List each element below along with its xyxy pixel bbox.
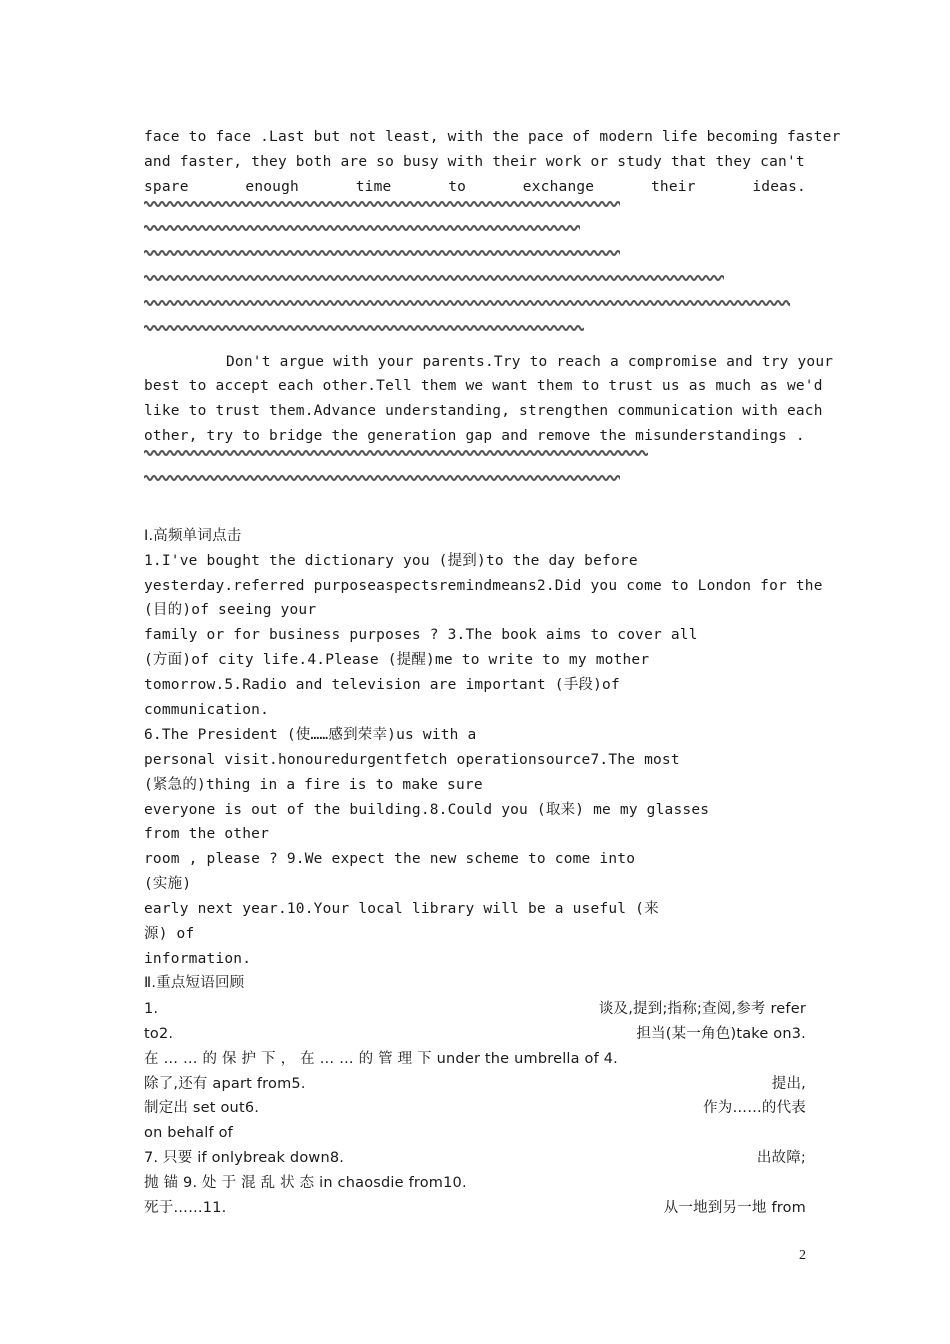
- exercise-line: tomorrow.5.Radio and television are important (手段)of: [144, 677, 620, 693]
- phrase-row: 在 … … 的 保 护 下 ， 在 … … 的 管 理 下 under the umbrella of 4.: [144, 1051, 618, 1067]
- exercise-line: family or for business purposes ? 3.The book aims to cover all: [144, 627, 698, 643]
- phrase-right: 从一地到另一地 from: [663, 1200, 806, 1216]
- exercise-line: communication.: [144, 702, 270, 718]
- phrase-right: 出故障;: [756, 1150, 806, 1166]
- exercise-line: from the other: [144, 826, 270, 842]
- exercise-line: (目的)of seeing your: [144, 602, 317, 618]
- word: their: [650, 179, 696, 195]
- phrase-right: 谈及,提到;指称;查阅,参考 refer: [598, 1001, 806, 1017]
- phrase-row: 抛 锚 9. 处 于 混 乱 状 态 in chaosdie from10.: [144, 1175, 467, 1191]
- para1-line-3: [144, 176, 806, 198]
- phrase-row: [144, 1197, 806, 1219]
- para2-line-2: best to accept each other.Tell them we want them to trust us as much as we'd: [144, 378, 823, 394]
- phrase-row: [144, 1073, 806, 1095]
- para1-line-1: face to face .Last but not least, with the pace of modern life becoming faster: [144, 129, 841, 145]
- phrase-left: to2.: [144, 1026, 174, 1042]
- para2-line-1: Don't argue with your parents.Try to reach a compromise and try your: [226, 354, 834, 370]
- phrase-row: [144, 998, 806, 1020]
- wavy-underline: [144, 247, 620, 259]
- phrase-left: 1.: [144, 1001, 159, 1017]
- word: to: [448, 179, 467, 195]
- exercise-line: 6.The President (使……感到荣幸)us with a: [144, 727, 477, 743]
- section-heading-phrases: Ⅱ.重点短语回顾: [144, 975, 245, 991]
- para2-line-3: like to trust them.Advance understanding, strengthen communication with each: [144, 403, 823, 419]
- word: spare: [144, 179, 189, 195]
- section-heading-words: Ⅰ.高频单词点击: [144, 528, 242, 544]
- wavy-underline: [144, 222, 580, 234]
- phrase-row: on behalf of: [144, 1125, 233, 1141]
- wavy-underline: [144, 472, 620, 484]
- exercise-line: yesterday.referred purposeaspectsremindmeans2.Did you come to London for the: [144, 578, 823, 594]
- phrase-row: [144, 1097, 806, 1119]
- exercise-line: early next year.10.Your local library will be a useful (来: [144, 901, 659, 917]
- exercise-line: room , please ? 9.We expect the new scheme to come into: [144, 851, 636, 867]
- exercise-line: everyone is out of the building.8.Could you (取来) me my glasses: [144, 802, 710, 818]
- exercise-line: 1.I've bought the dictionary you (提到)to the day before: [144, 553, 638, 569]
- phrase-right: 提出,: [771, 1076, 806, 1092]
- phrase-right: 作为……的代表: [703, 1100, 806, 1116]
- word: time: [355, 179, 392, 195]
- phrase-row: [144, 1023, 806, 1045]
- phrase-left: 7. 只要 if onlybreak down8.: [144, 1150, 345, 1166]
- phrase-left: 死于……11.: [144, 1200, 227, 1216]
- exercise-line: (紧急的)thing in a fire is to make sure: [144, 777, 483, 793]
- wavy-underline: [144, 322, 584, 334]
- word: ideas.: [752, 179, 806, 195]
- para1-line-2: and faster, they both are so busy with their work or study that they can't: [144, 154, 805, 170]
- exercise-line: personal visit.honouredurgentfetch operationsource7.The most: [144, 752, 680, 768]
- wavy-underline: [144, 272, 724, 284]
- word: enough: [245, 179, 299, 195]
- phrase-row: [144, 1147, 806, 1169]
- exercise-line: (实施): [144, 876, 192, 892]
- phrase-left: 制定出 set out6.: [144, 1100, 260, 1116]
- wavy-underline: [144, 447, 648, 459]
- exercise-line: (方面)of city life.4.Please (提醒)me to write to my mother: [144, 652, 650, 668]
- wavy-underline: [144, 198, 620, 210]
- phrase-left: 除了,还有 apart from5.: [144, 1076, 306, 1092]
- phrase-right: 担当(某一角色)take on3.: [636, 1026, 806, 1042]
- word: exchange: [522, 179, 595, 195]
- para2-line-4: other, try to bridge the generation gap and remove the misunderstandings .: [144, 428, 805, 444]
- exercise-line: information.: [144, 951, 252, 967]
- wavy-underline: [144, 297, 790, 309]
- page-number: 2: [799, 1248, 806, 1263]
- exercise-line: 源) of: [144, 926, 195, 942]
